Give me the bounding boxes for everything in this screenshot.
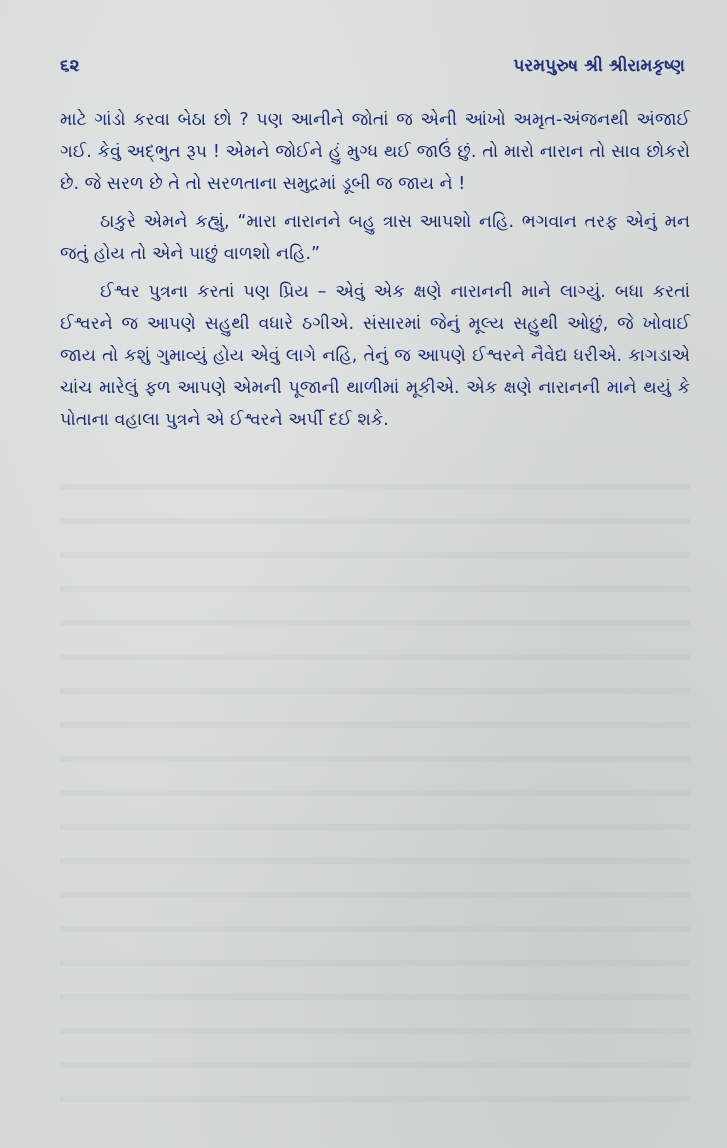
page-number: ૬૨	[60, 56, 80, 76]
running-title: પરમપુરુષ શ્રી શ્રીરામકૃષ્ણ	[513, 56, 685, 76]
paragraph-2: ઠાકુરે એમને કહ્યું, “મારા નારાનને બહુ ત્રાસ આપશો નહિ. ભગવાન તરફ એનું મન જતું હોય તો એને પાછું વાળશો નહિ.”	[60, 212, 690, 264]
show-through-texture	[60, 470, 690, 1110]
paragraph-1: માટે ગાંડો કરવા બેઠા છો ? પણ આનીને જોતાં જ એની આંખો અમૃત-અંજનથી અંજાઈ ગઈ. કેવું અદ્ભુત રૂપ ! એમને જોઈને હું મુગ્ધ થઈ જાઉં છું. તો મારો નારાન તો સાવ છોકરો છે. જે સરળ છે તે તો સરળતાના સમુદ્રમાં ડૂબી જ જાય ને !	[60, 110, 690, 194]
paragraph-3: ઈશ્વર પુત્રના કરતાં પણ પ્રિય – એવું એક ક્ષણે નારાનની માને લાગ્યું. બધા કરતાં ઈશ્વરને જ આપણે સહુથી વધારે ઠગીએ. સંસારમાં જેનું મૂલ્ય સહુથી ઓછું, જે ખોવાઈ જાય તો કશું ગુમાવ્યું હોય એવું લાગે નહિ, તેનું જ આપણે ઈશ્વરને નૈવેદ્ય ધરીએ. કાગડાએ ચાંચ મારેલું ફળ આપણે એમની પૂજાની થાળીમાં મૂકીએ. એક ક્ષણે નારાનની માને થયું કે પોતાના વહાલા પુત્રને એ ઈશ્વરને અર્પી દઈ શકે.	[60, 282, 690, 430]
body-text	[60, 104, 690, 442]
page-header	[60, 56, 685, 86]
